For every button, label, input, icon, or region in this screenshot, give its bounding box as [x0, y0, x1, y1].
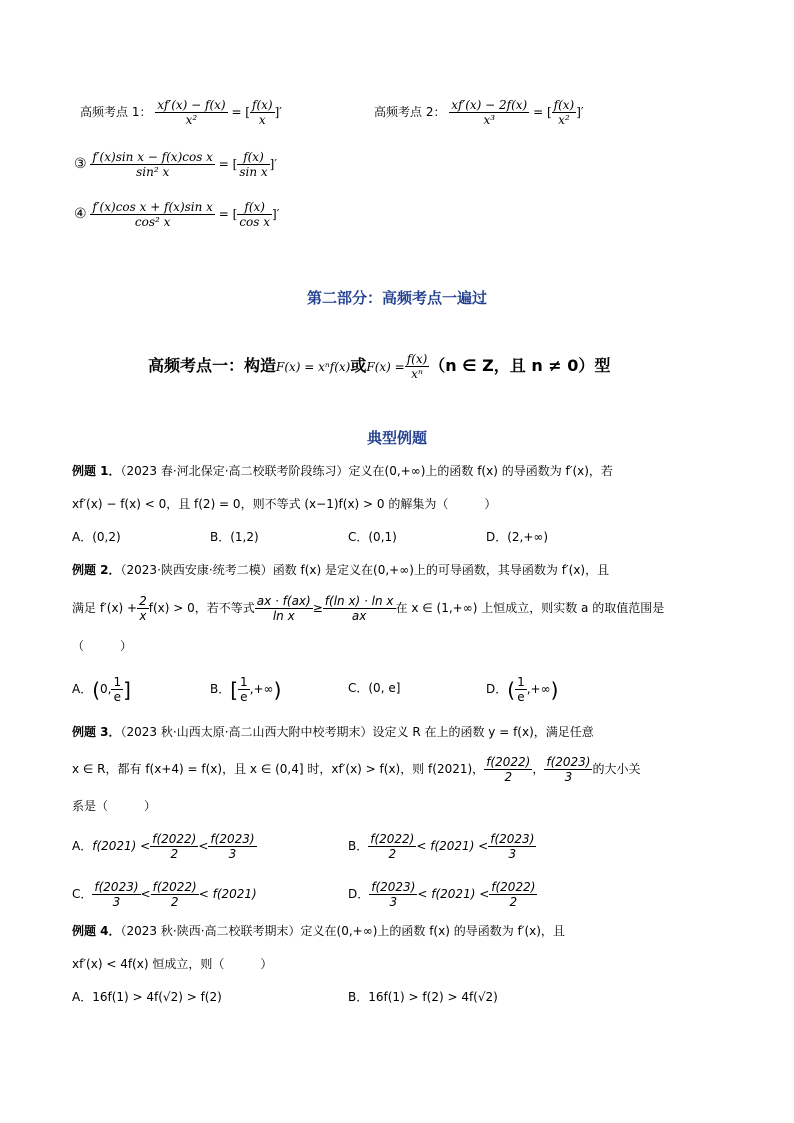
ex1-option-b[interactable]: B．(1,2): [210, 530, 259, 544]
ex3-option-a[interactable]: A．f(2021) < $\frac{f(2022)}{2}$ < $\frac{f(2023)}{3}$: [72, 832, 255, 861]
ex1-option-c[interactable]: C．(0,1): [348, 530, 397, 544]
section-heading-formula2: $\frac{f(x)}{\text{xⁿ}}$: [406, 352, 428, 381]
ex2-line2: 满足 f′(x) + $\frac{2}{x}$ f(x) > 0，若不等式 $\frac{ax \cdot f(ax)}{\text{ln x}}$ ≥ $\frac{\text{f(ln x) · ln x}}{ax}$ 在 x ∈ (1,+∞) 上恒成立，则实数 a 的取值范围是: [72, 594, 665, 623]
formula-3-rhs: $\frac{f(x)}{\text{sin x}}$: [239, 150, 268, 179]
ex1-label: 例题 1．: [72, 464, 121, 478]
ex1-line1: 例题 1．（2023 春·河北保定·高二校联考阶段练习）定义在(0,+∞)上的函数 f(x) 的导函数为 f′(x)，若: [72, 464, 613, 478]
ex4-label: 例题 4．: [72, 924, 121, 938]
ex4-option-b[interactable]: B．16f(1) > f(2) > 4f(√2): [348, 990, 498, 1004]
section-heading-cond: （n ∈ Z，且 n ≠ 0）型: [429, 356, 611, 375]
ex3-line2: x ∈ R，都有 f(x+4) = f(x)，且 x ∈ (0,4] 时，xf′(x) > f(x)，则 f(2021)， $\frac{f(2022)}{2}$ ， $\frac{f(2023)}{3}$ 的大小关: [72, 755, 641, 784]
formula-2-lhs: $\frac{xf'(x) - 2f(x)}{\text{x³}}$: [451, 98, 528, 127]
ex3-line1: 例题 3．（2023 秋·山西太原·高二山西大附中校考期末）设定义 R 在上的函数 y = f(x)，满足任意: [72, 725, 594, 739]
ex2-label: 例题 2．: [72, 563, 121, 577]
formula-3-label: ③: [74, 156, 87, 172]
formula-1-lhs: $\frac{xf'(x) - f(x)}{\text{x²}}$: [157, 98, 226, 127]
ex3-line3: 系是（ ）: [72, 799, 157, 813]
formula-4-label: ④: [74, 206, 87, 222]
formula-1-label: 高频考点 1：: [80, 105, 152, 119]
section-heading: 高频考点一：构造F(x) = xⁿf(x)或F(x) = $\frac{f(x)}{\text{xⁿ}}$ （n ∈ Z，且 n ≠ 0）型: [148, 352, 611, 381]
formula-4: ④ $\frac{\text{f′(x)cos x + f(x)sin x}}{\text{cos² x}}$ = [ $\frac{f(x)}{\text{cos x}}$ ]′: [74, 200, 280, 229]
ex2-option-d[interactable]: D．( $\frac{1}{e}$ ,+∞): [486, 675, 559, 704]
ex2-line1: 例题 2．（2023·陕西安康·统考二模）函数 f(x) 是定义在(0,+∞)上的可导函数，其导函数为 f′(x)，且: [72, 563, 610, 577]
ex2-line3: （ ）: [72, 639, 133, 653]
ex4-line1: 例题 4．（2023 秋·陕西·高二校联考期末）定义在(0,+∞)上的函数 f(x) 的导函数为 f′(x)，且: [72, 924, 565, 938]
formula-2: 高频考点 2： $\frac{xf'(x) - 2f(x)}{\text{x³}}$ = [ $\frac{f(x)}{\text{x²}}$ ]′: [374, 98, 584, 127]
ex3-option-c[interactable]: C． $\frac{f(2023)}{3}$ < $\frac{f(2022)}{2}$ < f(2021): [72, 880, 257, 909]
ex3-option-b[interactable]: B． $\frac{f(2022)}{2}$ < f(2021) < $\frac{f(2023)}{3}$: [348, 832, 535, 861]
formula-1-rhs: $\frac{f(x)}{x}$: [252, 98, 273, 127]
formula-1: 高频考点 1： $\frac{xf'(x) - f(x)}{\text{x²}}$ = [ $\frac{f(x)}{x}$ ]′: [80, 98, 282, 127]
section-heading-formula1: F(x) = xⁿf(x): [276, 360, 351, 374]
formula-4-lhs: $\frac{\text{f′(x)cos x + f(x)sin x}}{\text{cos² x}}$: [92, 200, 213, 229]
ex4-line2: xf′(x) < 4f(x) 恒成立，则（ ）: [72, 957, 273, 971]
ex3-label: 例题 3．: [72, 725, 121, 739]
ex1-line2: xf′(x) − f(x) < 0，且 f(2) = 0，则不等式 (x−1)f(x) > 0 的解集为（ ）: [72, 497, 497, 511]
ex2-option-a[interactable]: A．(0, $\frac{1}{e}$ ]: [72, 675, 131, 704]
ex1-option-d[interactable]: D．(2,+∞): [486, 530, 549, 544]
formula-2-rhs: $\frac{f(x)}{\text{x²}}$: [553, 98, 575, 127]
ex2-option-b[interactable]: B．[ $\frac{1}{e}$ ,+∞): [210, 675, 282, 704]
ex1-option-a[interactable]: A．(0,2): [72, 530, 121, 544]
formula-3-lhs: $\frac{\text{f′(x)sin x − f(x)cos x}}{\text{sin² x}}$: [92, 150, 213, 179]
part-title: 第二部分：高频考点一遍过: [306, 289, 487, 307]
ex2-option-c[interactable]: C．(0, e]: [348, 681, 401, 695]
formula-2-label: 高频考点 2：: [374, 105, 446, 119]
section-heading-prefix: 高频考点一：构造: [148, 356, 277, 375]
formula-3: ③ $\frac{\text{f′(x)sin x − f(x)cos x}}{\text{sin² x}}$ = [ $\frac{f(x)}{\text{sin x}}$ ]′: [74, 150, 278, 179]
ex3-option-d[interactable]: D． $\frac{f(2023)}{3}$ < f(2021) < $\frac{f(2022)}{2}$: [348, 880, 536, 909]
subtitle: 典型例题: [366, 429, 427, 447]
formula-4-rhs: $\frac{f(x)}{\text{cos x}}$: [239, 200, 271, 229]
ex4-option-a[interactable]: A．16f(1) > 4f(√2) > f(2): [72, 990, 222, 1004]
